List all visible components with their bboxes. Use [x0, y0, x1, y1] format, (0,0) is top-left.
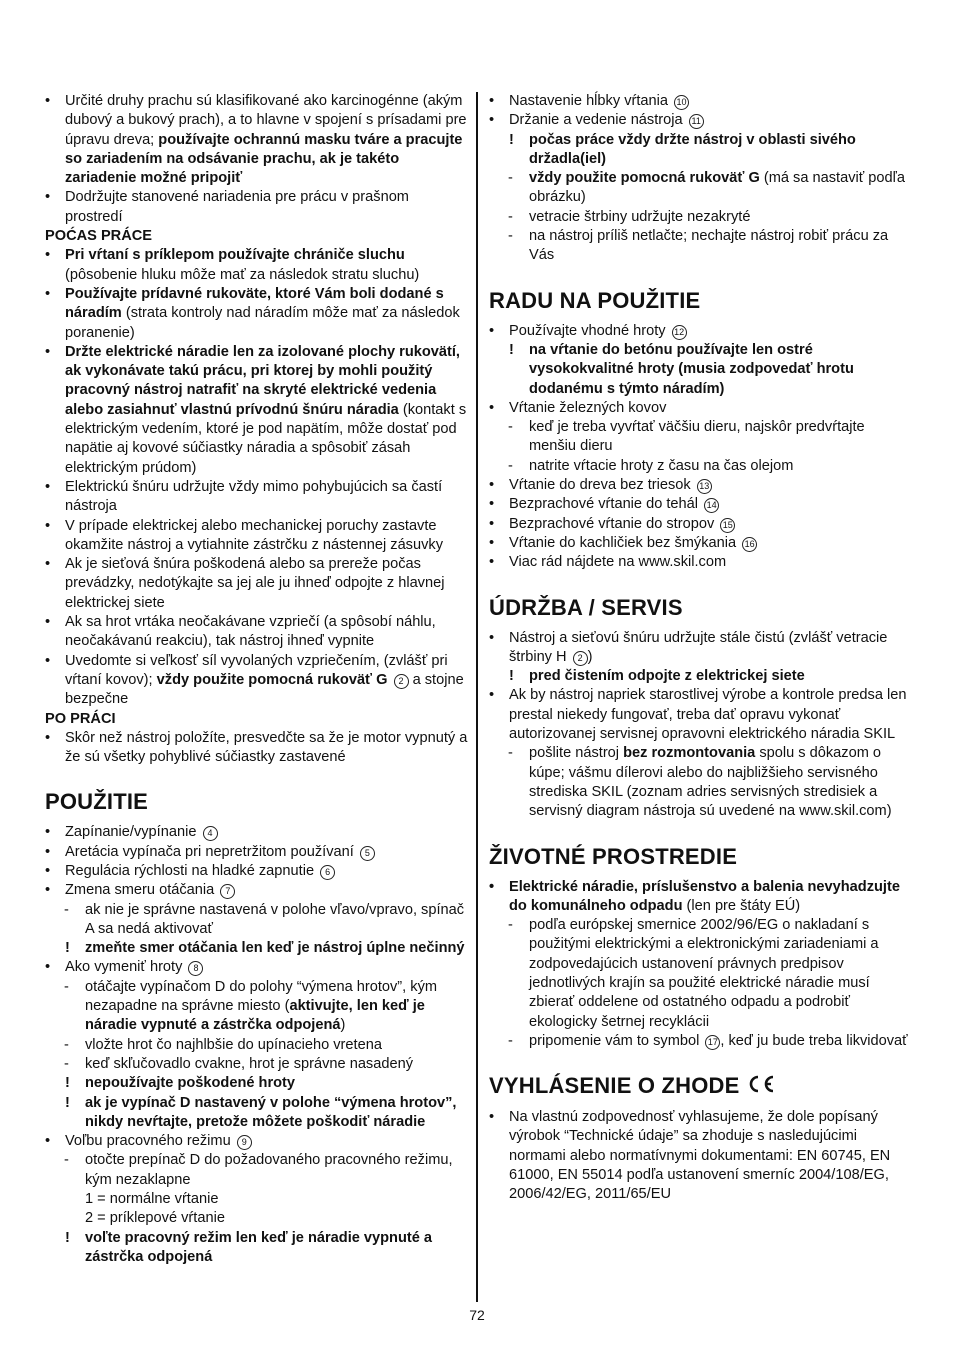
list-item: • Nastavenie hĺbky vŕtania 10 [489, 92, 911, 111]
list-item: • Elektrické náradie, príslušenstvo a balenia nevyhadzujte do komunálneho odpadu (len pre štáty EÚ) [489, 878, 900, 914]
list-item: • Používajte vhodné hroty 12 [489, 322, 911, 341]
sub-item: - keď je treba vyvŕtať väčšiu dieru, najskôr predvŕtajte menšiu dieru [508, 419, 865, 455]
sub-item: - pripomenie vám to symbol 17 , keď ju bude treba likvidovať [508, 1032, 908, 1049]
mode-option: 1 = normálne vŕtanie [85, 1191, 219, 1208]
figure-ref-icon: 15 [720, 518, 735, 533]
list-item: • Bezprachové vŕtanie do stropov 15 [489, 515, 911, 534]
figure-ref-icon: 12 [672, 325, 687, 340]
figure-ref-icon: 7 [220, 884, 235, 899]
left-column [45, 92, 470, 1267]
list-item: • Skôr než nástroj položíte, presvedčte sa že je motor vypnutý a že sú všetky pohyblivé súčiastky zastavené [45, 729, 468, 766]
heading-conformity: VYHLÁSENIE O ZHODE [489, 1073, 911, 1100]
right-column [489, 92, 911, 1205]
list-item: • Vŕtanie do dreva bez triesok 13 [489, 476, 911, 495]
sub-item: - keď skľučovadlo cvakne, hrot je správne nasadený [64, 1055, 413, 1072]
sub-item: - pošlite nástroj bez rozmontovania spolu s dôkazom o kúpe; vášmu dílerovi alebo do najbližšieho servisného strediska SKIL (zoznam adries servisných stredisiek a servisný diagram nástroja sú uvedené na www.skil.com) [508, 745, 892, 820]
list-item: • Regulácia rýchlosti na hladké zapnutie 6 [45, 862, 470, 881]
figure-ref-icon: 4 [203, 826, 218, 841]
figure-ref-icon: 9 [237, 1135, 252, 1150]
list-item: • Ak sa hrot vrtáka neočakávane vzpriečí (a spôsobí náhlu, neočakávanú reakciu), tak nástroj ihneď vypnite [45, 614, 436, 650]
figure-ref-icon: 17 [705, 1035, 720, 1050]
warning-item: ! na vŕtanie do betónu používajte len ostré vysokokvalitné hroty (musia zodpovedať hrotu dodanému s týmto náradím) [509, 341, 854, 397]
sub-item: - ak nie je správne nastavená v polohe vľavo/vpravo, spínač A sa nedá aktivovať [64, 901, 465, 937]
figure-ref-icon: 5 [360, 846, 375, 861]
warning-item: ! zmeňte smer otáčania len keď je nástroj úplne nečinný [65, 940, 465, 957]
figure-ref-icon: 6 [320, 865, 335, 880]
list-item: • Držte elektrické náradie len za izolované plochy rukovätí, ak vykonávate takú prácu, pri ktorej by mohli použitý pracovný nástroj natrafiť na skryté elektrické vedenia alebo zasiahnuť vlastnú prívodnú šnúru náradia (kontakt s elektrickým vedením, ktoré je pod napätím, môže dostať pod napätie aj kovové súčiastky náradia a spôsobiť zásah elektrickým prúdom) [45, 343, 467, 476]
figure-ref-icon: 16 [742, 537, 757, 552]
heading-environment: ŽIVOTNÉ PROSTREDIE [489, 843, 738, 869]
figure-ref-icon: 11 [689, 114, 704, 129]
mode-option: 2 = príklepové vŕtanie [85, 1210, 225, 1227]
list-item: • Určité druhy prachu sú klasifikované ako karcinogénne (akým dubový a bukový prach), a to hlavne v spojení s prísadami pre úpravu dreva; používajte ochrannú masku tváre a pracujte so zariadením na odsávanie prachu, ak je takéto zariadenie možné pripojiť [45, 93, 467, 187]
list-item: • Ak je sieťová šnúra poškodená alebo sa prereže počas prevádzky, nedotýkajte sa jej ale ju ihneď odpojte z hlavnej elektrickej siete [45, 556, 445, 611]
figure-ref-icon: 2 [573, 651, 588, 666]
sub-item: - natrite vŕtacie hroty z času na čas olejom [508, 457, 794, 474]
sub-item: - podľa európskej smernice 2002/96/EG o nakladaní s použitými elektrickými a elektronickými zariadeniami a zodpovedajúcich ustanovení právnych predpisov jednotlivých krajín sa použité elektrické náradie musí zbierať oddelene od ostatného odpadu a podrobiť ekologicky šetrnej recyklácii [508, 917, 879, 1030]
list-item: • Aretácia vypínača pri nepretržitom používaní 5 [45, 843, 470, 862]
list-item: • Na vlastnú zodpovednosť vyhlasujeme, že dole popísaný výrobok “Technické údaje” sa zhoduje s nasledujúcimi normami alebo normatívnymi dokumentami: EN 60745, EN 61000, EN 55014 podľa ustanovení smerníc 2004/108/EG, 2006/42/EG, 2011/65/EU [489, 1109, 891, 1203]
warning-item: ! počas práce vždy držte nástroj v oblasti sivého držadla(iel) [509, 131, 856, 167]
warning-item: ! pred čistením odpojte z elektrickej siete [509, 668, 805, 685]
figure-ref-icon: 2 [394, 674, 409, 689]
list-item: • Pri vŕtaní s príklepom používajte chrániče sluchu (pôsobenie hluku môže mať za následok stratu sluchu) [45, 247, 420, 283]
sub-item: - vetracie štrbiny udržujte nezakryté [508, 208, 751, 225]
warning-item: ! ak je vypínač D nastavený v polohe “výmena hrotov”, nikdy nevŕtajte, pretože môžete poškodiť náradie [65, 1094, 457, 1130]
list-item: • Bezprachové vŕtanie do tehál 14 [489, 495, 911, 514]
list-item: • Voľbu pracovného režimu 9 [45, 1132, 470, 1151]
list-item: • V prípade elektrickej alebo mechanickej poruchy zastavte okamžite nástroj a vytiahnite zástrčku z nástennej zásuvky [45, 517, 443, 553]
warning-item: ! voľte pracovný režim len keď je náradie vypnuté a zástrčka odpojená [65, 1229, 433, 1265]
sub-item: - vždy použite pomocná rukoväť G (má sa nastaviť podľa obrázku) [508, 170, 906, 206]
list-item: • Vŕtanie do kachličiek bez šmýkania 16 [489, 534, 911, 553]
section-label-after-work: PO PRÁCI [45, 710, 116, 727]
heading-use: POUŽITIE [45, 789, 149, 815]
list-item: • Viac rád nájdete na www.skil.com [489, 554, 727, 571]
ce-mark-icon [746, 1074, 776, 1100]
list-item: • Nástroj a sieťovú šnúru udržujte stále čistú (zvlášť vetracie štrbiny H 2 ) [489, 629, 888, 665]
page-number: 72 [469, 1307, 485, 1323]
heading-maintenance: ÚDRŽBA / SERVIS [489, 594, 683, 620]
list-item: • Ako vymeniť hroty 8 [45, 958, 470, 977]
list-item: • Zmena smeru otáčania 7 [45, 881, 470, 900]
section-label-during-work: POĆAS PRÁCE [45, 228, 153, 245]
list-item: • Elektrickú šnúru udržujte vždy mimo pohybujúcich sa častí nástroja [45, 478, 443, 515]
list-item: • Vŕtanie železných kovov [489, 399, 667, 416]
warning-item: ! nepoužívajte poškodené hroty [65, 1075, 296, 1092]
list-item: • Dodržujte stanovené nariadenia pre prácu v prašnom prostredí [45, 189, 409, 225]
sub-item: - otočte prepínač D do požadovaného pracovného režimu, kým nezaklapne [64, 1152, 453, 1188]
sub-item: - otáčajte vypínačom D do polohy “výmena hrotov”, kým nezapadne na správne miesto (aktivujte, len keď je náradie vypnuté a zástrčka odpojená) [64, 978, 438, 1034]
figure-ref-icon: 13 [697, 479, 712, 494]
list-item: • Ak by nástroj napriek starostlivej výrobe a kontrole predsa len prestal niekedy fungovať, treba dať opravu vykonať autorizovanej servisnej opravovni elektrického náradia SKIL [489, 687, 907, 743]
figure-ref-icon: 14 [704, 498, 719, 513]
sub-item: - na nástroj príliš netlačte; nechajte nástroj robiť prácu za Vás [508, 228, 889, 264]
list-item: • Zapínanie/vypínanie 4 [45, 823, 470, 842]
list-item: • Uvedomte si veľkosť síl vyvolaných vzpriečením, (zvlášť pri vŕtaní kovov); vždy použite pomocná rukoväť G 2 a stojne bezpečne [45, 652, 464, 708]
heading-tips: RADU NA POUŽITIE [489, 287, 701, 313]
sub-item: - vložte hrot čo najhlbšie do upínacieho vretena [64, 1036, 382, 1053]
list-item: • Držanie a vedenie nástroja 11 [489, 111, 911, 130]
column-divider [476, 92, 478, 1302]
list-item: • Používajte prídavné rukoväte, ktoré Vám boli dodané s náradím (strata kontroly nad náradím môže mať za následok poranenie) [45, 285, 460, 341]
figure-ref-icon: 8 [188, 961, 203, 976]
figure-ref-icon: 10 [674, 95, 689, 110]
